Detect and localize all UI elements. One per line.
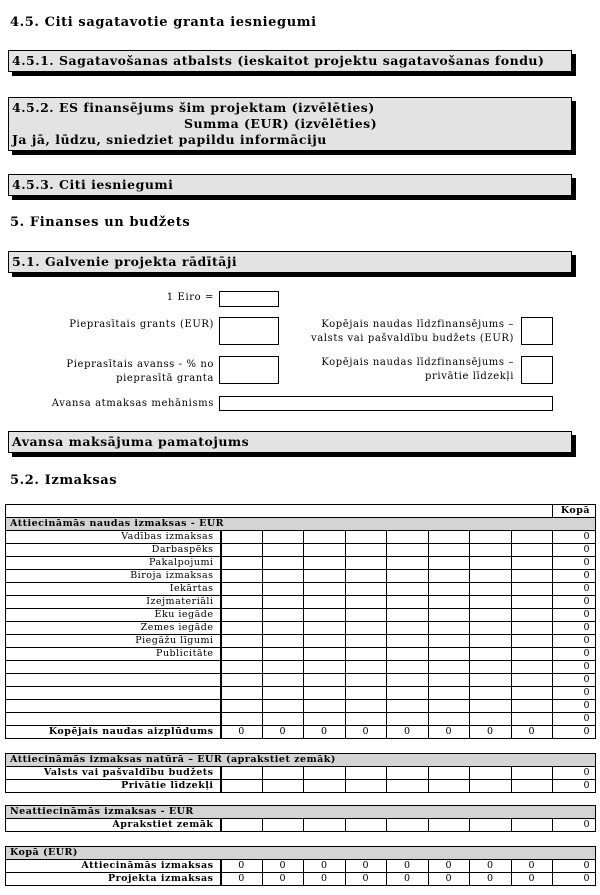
row-label: Zemes iegāde (6, 622, 221, 635)
mechanism-label: Avansa atmaksas mehānisms (51, 398, 214, 409)
amount-cell[interactable] (387, 767, 429, 780)
row-label (6, 674, 221, 687)
amount-cell[interactable] (304, 531, 346, 544)
row-label: Vadības izmaksas (6, 531, 221, 544)
costs-inkind-table (5, 753, 596, 793)
amount-cell[interactable] (262, 700, 304, 713)
amount-cell[interactable]: 0 (470, 873, 512, 886)
amount-cell[interactable] (304, 819, 346, 832)
amount-cell[interactable] (262, 648, 304, 661)
section-4-5-2-line2: Summa (EUR) (izvēlēties) (184, 116, 378, 131)
amount-cell[interactable] (345, 622, 387, 635)
amount-cell[interactable]: 0 (511, 873, 553, 886)
costs-total-table (5, 846, 596, 886)
amount-cell[interactable] (221, 674, 263, 687)
amount-cell[interactable] (345, 819, 387, 832)
amount-cell[interactable] (387, 570, 429, 583)
amount-cell[interactable] (262, 713, 304, 726)
amount-cell[interactable] (428, 780, 470, 793)
heading-5: 5. Finanses un budžets (10, 215, 191, 230)
row-label: Iekārtas (6, 583, 221, 596)
amount-cell[interactable] (428, 767, 470, 780)
amount-cell[interactable] (470, 661, 512, 674)
amount-cell[interactable] (470, 687, 512, 700)
amount-cell[interactable] (221, 700, 263, 713)
table-row (6, 780, 596, 793)
amount-cell[interactable] (511, 648, 553, 661)
row-label (6, 687, 221, 700)
amount-cell[interactable] (304, 780, 346, 793)
row-total-cell: 0 (553, 609, 596, 622)
amount-cell[interactable] (387, 531, 429, 544)
table-row (6, 609, 596, 622)
amount-cell[interactable] (387, 648, 429, 661)
row-total-cell: 0 (553, 622, 596, 635)
amount-cell[interactable] (387, 713, 429, 726)
row-label (6, 661, 221, 674)
cofin-private-label-line2: privātie līdzekļi (425, 371, 514, 382)
row-total-cell: 0 (553, 700, 596, 713)
amount-cell[interactable]: 0 (428, 873, 470, 886)
amount-cell[interactable] (221, 609, 263, 622)
amount-cell[interactable] (221, 767, 263, 780)
amount-cell[interactable] (470, 674, 512, 687)
amount-cell[interactable] (262, 531, 304, 544)
amount-cell[interactable] (511, 531, 553, 544)
table-header-row (6, 505, 596, 518)
row-label: Publicitāte (6, 648, 221, 661)
amount-cell[interactable]: 0 (345, 873, 387, 886)
amount-cell[interactable] (387, 583, 429, 596)
euro-rate-input[interactable] (219, 291, 279, 307)
amount-cell[interactable] (345, 531, 387, 544)
amount-cell[interactable] (428, 583, 470, 596)
row-label: Privātie līdzekļi (6, 780, 221, 793)
amount-cell[interactable] (428, 622, 470, 635)
amount-cell[interactable] (304, 700, 346, 713)
amount-cell[interactable] (221, 596, 263, 609)
row-label: Pakalpojumi (6, 557, 221, 570)
amount-cell[interactable]: 0 (511, 860, 553, 873)
amount-cell[interactable] (304, 596, 346, 609)
section-ineligible (6, 806, 596, 819)
amount-cell[interactable] (470, 819, 512, 832)
cofin-state-input[interactable] (521, 317, 553, 345)
heading-5-2: 5.2. Izmaksas (10, 473, 118, 488)
cofin-private-label (321, 356, 514, 384)
table-row (6, 687, 596, 700)
costs-ineligible-table (5, 805, 596, 832)
mechanism-input[interactable] (219, 396, 553, 411)
amount-cell[interactable] (345, 713, 387, 726)
section-advance-justification-title: Avansa maksājuma pamatojums (12, 434, 250, 449)
row-total-cell: 0 (553, 687, 596, 700)
amount-cell[interactable]: 0 (470, 860, 512, 873)
row-total-cell: 0 (553, 860, 596, 873)
amount-cell[interactable] (221, 661, 263, 674)
amount-cell[interactable] (511, 687, 553, 700)
amount-cell[interactable] (262, 780, 304, 793)
table-row (6, 713, 596, 726)
amount-cell[interactable] (304, 674, 346, 687)
amount-cell[interactable]: 0 (387, 726, 429, 739)
row-total-cell: 0 (553, 635, 596, 648)
amount-cell[interactable]: 0 (221, 873, 263, 886)
amount-cell[interactable] (428, 713, 470, 726)
section-total (6, 847, 596, 860)
amount-cell[interactable]: 0 (262, 726, 304, 739)
amount-cell[interactable] (304, 767, 346, 780)
amount-cell[interactable]: 0 (221, 726, 263, 739)
row-label: Piegāžu līgumi (6, 635, 221, 648)
amount-cell[interactable] (345, 674, 387, 687)
amount-cell[interactable] (262, 661, 304, 674)
cofin-state-label (311, 318, 514, 346)
row-total-cell: 0 (553, 570, 596, 583)
row-total-cell: 0 (553, 873, 596, 886)
amount-cell[interactable] (304, 609, 346, 622)
amount-cell[interactable]: 0 (221, 860, 263, 873)
amount-cell[interactable] (262, 622, 304, 635)
amount-cell[interactable] (470, 622, 512, 635)
table-row (6, 873, 596, 886)
amount-cell[interactable] (428, 648, 470, 661)
amount-cell[interactable] (345, 661, 387, 674)
section-heading: Attiecināmās naudas izmaksas - EUR (6, 518, 596, 531)
section-heading: Kopā (EUR) (6, 847, 596, 860)
amount-cell[interactable] (428, 700, 470, 713)
cofin-private-input[interactable] (521, 356, 553, 384)
amount-cell[interactable] (304, 583, 346, 596)
row-label: Izejmateriāli (6, 596, 221, 609)
row-label: Aprakstiet zemāk (6, 819, 221, 832)
amount-cell[interactable] (262, 819, 304, 832)
amount-cell[interactable] (262, 767, 304, 780)
amount-cell[interactable] (470, 596, 512, 609)
heading-4-5: 4.5. Citi sagatavotie granta iesniegumi (10, 15, 317, 30)
amount-cell[interactable] (511, 661, 553, 674)
amount-cell[interactable] (345, 583, 387, 596)
amount-cell[interactable] (345, 767, 387, 780)
amount-cell[interactable] (470, 700, 512, 713)
amount-cell[interactable] (470, 713, 512, 726)
amount-cell[interactable] (387, 622, 429, 635)
table-row (6, 648, 596, 661)
amount-cell[interactable] (428, 674, 470, 687)
amount-cell[interactable] (345, 596, 387, 609)
table-row (6, 661, 596, 674)
section-4-5-2-line3: Ja jā, lūdzu, sniedziet papildu informāciju (12, 132, 327, 147)
grant-label: Pieprasītais grants (EUR) (69, 319, 214, 330)
amount-cell[interactable] (470, 583, 512, 596)
amount-cell[interactable]: 0 (262, 873, 304, 886)
row-total-cell: 0 (553, 596, 596, 609)
amount-cell[interactable] (262, 635, 304, 648)
amount-cell[interactable] (221, 713, 263, 726)
amount-cell[interactable] (428, 609, 470, 622)
amount-cell[interactable] (428, 635, 470, 648)
amount-cell[interactable] (345, 687, 387, 700)
amount-cell[interactable] (345, 780, 387, 793)
section-4-5-1 (8, 50, 572, 72)
row-label: Kopējais naudas aizplūdums (6, 726, 221, 739)
advance-input[interactable] (219, 356, 279, 384)
amount-cell[interactable] (387, 674, 429, 687)
cofin-state-label-line1: Kopējais naudas līdzfinansējums – (321, 319, 514, 330)
amount-cell[interactable] (304, 570, 346, 583)
amount-cell[interactable] (262, 570, 304, 583)
section-advance-justification (8, 431, 572, 453)
amount-cell[interactable] (262, 674, 304, 687)
amount-cell[interactable] (470, 767, 512, 780)
amount-cell[interactable] (345, 635, 387, 648)
row-total-cell: 0 (553, 531, 596, 544)
advance-label-line1: Pieprasītais avanss - % no (66, 359, 214, 370)
row-total-cell: 0 (553, 544, 596, 557)
row-label: Valsts vai pašvaldību budžets (6, 767, 221, 780)
amount-cell[interactable] (304, 557, 346, 570)
table-row (6, 570, 596, 583)
row-label: Attiecināmās izmaksas (6, 860, 221, 873)
advance-label-line2: pieprasītā granta (116, 373, 214, 384)
amount-cell[interactable] (511, 674, 553, 687)
amount-cell[interactable] (304, 622, 346, 635)
amount-cell[interactable] (387, 544, 429, 557)
amount-cell[interactable]: 0 (345, 726, 387, 739)
section-heading: Attiecināmās izmaksas natūrā – EUR (aprakstiet zemāk) (6, 754, 596, 767)
row-total-cell: 0 (553, 648, 596, 661)
row-total-cell: 0 (553, 661, 596, 674)
amount-cell[interactable] (511, 596, 553, 609)
amount-cell[interactable] (387, 661, 429, 674)
amount-cell[interactable] (262, 557, 304, 570)
costs-cash-table (5, 504, 596, 739)
amount-cell[interactable]: 0 (428, 860, 470, 873)
amount-cell[interactable] (387, 596, 429, 609)
amount-cell[interactable] (387, 635, 429, 648)
amount-cell[interactable] (221, 819, 263, 832)
row-label: Ēku iegāde (6, 609, 221, 622)
amount-cell[interactable] (428, 557, 470, 570)
amount-cell[interactable] (511, 583, 553, 596)
row-total-cell: 0 (553, 557, 596, 570)
table-row (6, 544, 596, 557)
amount-cell[interactable]: 0 (428, 726, 470, 739)
section-heading: Neattiecināmās izmaksas - EUR (6, 806, 596, 819)
amount-cell[interactable]: 0 (304, 860, 346, 873)
section-4-5-3-title: 4.5.3. Citi iesniegumi (12, 177, 174, 192)
row-label (6, 700, 221, 713)
amount-cell[interactable]: 0 (262, 860, 304, 873)
amount-cell[interactable] (511, 767, 553, 780)
amount-cell[interactable] (511, 780, 553, 793)
amount-cell[interactable] (470, 780, 512, 793)
amount-cell[interactable] (428, 531, 470, 544)
amount-cell[interactable] (221, 635, 263, 648)
row-total-cell: 0 (553, 780, 596, 793)
amount-cell[interactable] (387, 687, 429, 700)
amount-cell[interactable] (262, 583, 304, 596)
table-row (6, 767, 596, 780)
row-total-cell: 0 (553, 767, 596, 780)
row-label: Darbaspēks (6, 544, 221, 557)
amount-cell[interactable] (511, 570, 553, 583)
amount-cell[interactable]: 0 (387, 860, 429, 873)
table-row (6, 819, 596, 832)
section-4-5-2-line1: 4.5.2. ES finansējums šim projektam (izvēlēties) (12, 100, 375, 115)
amount-cell[interactable] (387, 609, 429, 622)
row-label: Projekta izmaksas (6, 873, 221, 886)
section-eligible-cash (6, 518, 596, 531)
section-inkind (6, 754, 596, 767)
amount-cell[interactable] (470, 557, 512, 570)
amount-cell[interactable] (262, 609, 304, 622)
section-4-5-1-title: 4.5.1. Sagatavošanas atbalsts (ieskaitot projektu sagatavošanas fondu) (12, 53, 545, 68)
amount-cell[interactable] (428, 819, 470, 832)
total-column-header: Kopā (553, 505, 596, 518)
amount-cell[interactable] (262, 596, 304, 609)
amount-cell[interactable] (304, 687, 346, 700)
amount-cell[interactable] (428, 544, 470, 557)
amount-cell[interactable] (221, 687, 263, 700)
table-row (6, 635, 596, 648)
row-total-cell: 0 (553, 819, 596, 832)
advance-label (66, 358, 214, 386)
amount-cell[interactable] (428, 687, 470, 700)
amount-cell[interactable] (511, 635, 553, 648)
amount-cell[interactable] (221, 583, 263, 596)
amount-cell[interactable] (262, 544, 304, 557)
amount-cell[interactable] (221, 544, 263, 557)
amount-cell[interactable]: 0 (304, 873, 346, 886)
amount-cell[interactable]: 0 (345, 860, 387, 873)
row-label: Biroja izmaksas (6, 570, 221, 583)
table-row (6, 700, 596, 713)
amount-cell[interactable] (262, 687, 304, 700)
section-5-1 (8, 251, 572, 273)
amount-cell[interactable] (345, 648, 387, 661)
amount-cell[interactable] (221, 648, 263, 661)
table-row (6, 583, 596, 596)
amount-cell[interactable] (511, 622, 553, 635)
amount-cell[interactable] (345, 570, 387, 583)
amount-cell[interactable] (470, 648, 512, 661)
amount-cell[interactable] (511, 713, 553, 726)
amount-cell[interactable] (221, 570, 263, 583)
amount-cell[interactable] (221, 780, 263, 793)
table-row (6, 557, 596, 570)
amount-cell[interactable] (304, 661, 346, 674)
amount-cell[interactable] (470, 609, 512, 622)
amount-cell[interactable] (470, 544, 512, 557)
amount-cell[interactable] (345, 700, 387, 713)
grant-input[interactable] (219, 317, 279, 345)
row-total-cell: 0 (553, 583, 596, 596)
table-row (6, 596, 596, 609)
amount-cell[interactable] (221, 622, 263, 635)
amount-cell[interactable] (511, 544, 553, 557)
row-total-cell: 0 (553, 726, 596, 739)
table-row (6, 622, 596, 635)
amount-cell[interactable] (470, 570, 512, 583)
amount-cell[interactable]: 0 (511, 726, 553, 739)
cofin-state-label-line2: valsts vai pašvaldību budžets (EUR) (310, 333, 514, 344)
amount-cell[interactable] (511, 700, 553, 713)
amount-cell[interactable] (304, 544, 346, 557)
euro-label: 1 Eiro = (166, 292, 214, 303)
total-cash-outflow-row (6, 726, 596, 739)
section-4-5-3 (8, 174, 572, 196)
amount-cell[interactable] (428, 661, 470, 674)
table-row (6, 674, 596, 687)
amount-cell[interactable] (511, 609, 553, 622)
amount-cell[interactable] (345, 544, 387, 557)
row-total-cell: 0 (553, 674, 596, 687)
amount-cell[interactable] (387, 819, 429, 832)
table-row (6, 531, 596, 544)
amount-cell[interactable] (345, 609, 387, 622)
amount-cell[interactable] (221, 531, 263, 544)
amount-cell[interactable] (304, 713, 346, 726)
amount-cell[interactable] (428, 596, 470, 609)
amount-cell[interactable] (387, 557, 429, 570)
amount-cell[interactable] (470, 531, 512, 544)
amount-cell[interactable] (221, 557, 263, 570)
amount-cell[interactable] (428, 570, 470, 583)
amount-cell[interactable] (511, 557, 553, 570)
amount-cell[interactable] (387, 780, 429, 793)
amount-cell[interactable]: 0 (470, 726, 512, 739)
amount-cell[interactable]: 0 (387, 873, 429, 886)
amount-cell[interactable] (470, 635, 512, 648)
cofin-private-label-line1: Kopējais naudas līdzfinansējums – (321, 357, 514, 368)
amount-cell[interactable] (387, 700, 429, 713)
amount-cell[interactable] (304, 635, 346, 648)
table-row (6, 860, 596, 873)
row-label (6, 713, 221, 726)
section-4-5-2 (8, 97, 572, 151)
amount-cell[interactable]: 0 (304, 726, 346, 739)
section-5-1-title: 5.1. Galvenie projekta rādītāji (12, 254, 238, 269)
amount-cell[interactable] (511, 819, 553, 832)
row-total-cell: 0 (553, 713, 596, 726)
amount-cell[interactable] (345, 557, 387, 570)
amount-cell[interactable] (304, 648, 346, 661)
